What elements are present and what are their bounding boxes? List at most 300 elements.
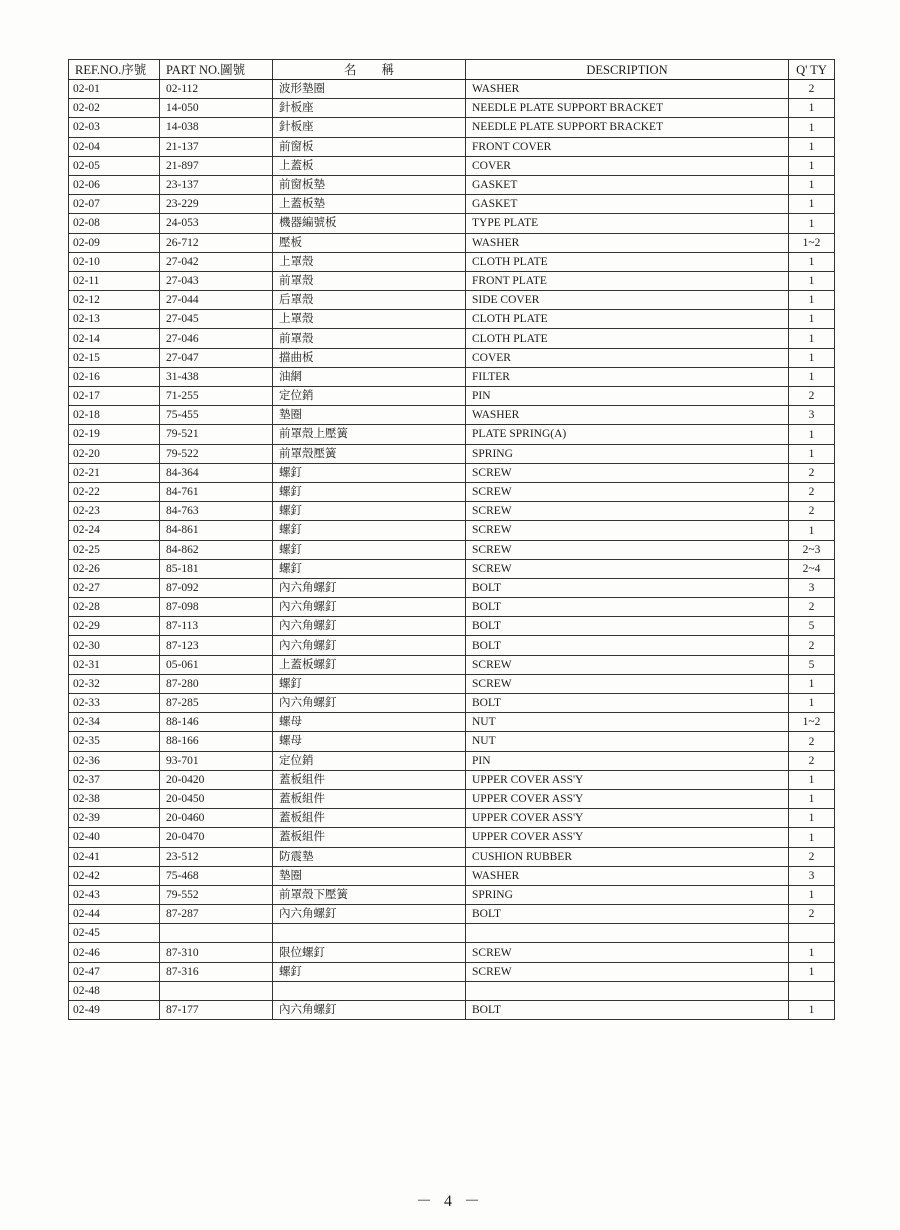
cell-ref-no: 02-15: [69, 348, 160, 367]
table-row: [69, 387, 835, 406]
cell-name: 后罩殼: [273, 291, 466, 310]
table-row: [69, 866, 835, 885]
cell-part-no: 88-166: [160, 732, 273, 751]
table-row: [69, 1001, 835, 1020]
cell-ref-no: 02-29: [69, 617, 160, 636]
table-row: [69, 156, 835, 175]
cell-quantity: [789, 981, 835, 1000]
cell-ref-no: 02-17: [69, 387, 160, 406]
cell-description: [466, 924, 789, 943]
cell-ref-no: 02-07: [69, 195, 160, 214]
cell-ref-no: 02-39: [69, 809, 160, 828]
cell-description: COVER: [466, 348, 789, 367]
cell-part-no: 14-050: [160, 99, 273, 118]
cell-ref-no: 02-37: [69, 770, 160, 789]
cell-name: 壓板: [273, 233, 466, 252]
table-row: [69, 559, 835, 578]
table-row: [69, 521, 835, 540]
cell-name: 機器編號板: [273, 214, 466, 233]
cell-description: BOLT: [466, 694, 789, 713]
cell-quantity: 1: [789, 694, 835, 713]
table-row: [69, 636, 835, 655]
cell-part-no: 87-285: [160, 694, 273, 713]
header-name: 名 稱: [273, 60, 466, 80]
cell-quantity: 1~2: [789, 233, 835, 252]
cell-quantity: 1~2: [789, 713, 835, 732]
cell-description: FRONT PLATE: [466, 271, 789, 290]
cell-name: 針板座: [273, 118, 466, 137]
cell-quantity: 2: [789, 751, 835, 770]
cell-ref-no: 02-23: [69, 502, 160, 521]
cell-quantity: 1: [789, 521, 835, 540]
table-row: [69, 809, 835, 828]
cell-ref-no: 02-27: [69, 578, 160, 597]
cell-quantity: 1: [789, 329, 835, 348]
cell-description: BOLT: [466, 617, 789, 636]
cell-name: 上罩殼: [273, 252, 466, 271]
cell-ref-no: 02-24: [69, 521, 160, 540]
cell-name: 內六角螺釘: [273, 1001, 466, 1020]
cell-quantity: 2: [789, 732, 835, 751]
table-row: [69, 540, 835, 559]
cell-ref-no: 02-13: [69, 310, 160, 329]
cell-ref-no: 02-03: [69, 118, 160, 137]
cell-ref-no: 02-33: [69, 694, 160, 713]
table-row: [69, 598, 835, 617]
cell-quantity: 5: [789, 617, 835, 636]
cell-name: 定位銷: [273, 751, 466, 770]
header-part-no: PART NO.圖號: [160, 60, 273, 80]
cell-quantity: 2~4: [789, 559, 835, 578]
cell-quantity: 2: [789, 482, 835, 501]
cell-quantity: 1: [789, 156, 835, 175]
cell-description: SPRING: [466, 444, 789, 463]
cell-quantity: 1: [789, 252, 835, 271]
cell-quantity: 1: [789, 195, 835, 214]
table-row: [69, 847, 835, 866]
cell-quantity: 2: [789, 502, 835, 521]
cell-name: 針板座: [273, 99, 466, 118]
cell-description: UPPER COVER ASS'Y: [466, 789, 789, 808]
cell-quantity: 1: [789, 674, 835, 693]
table-row: [69, 981, 835, 1000]
cell-part-no: 24-053: [160, 214, 273, 233]
cell-part-no: 20-0420: [160, 770, 273, 789]
cell-part-no: 79-521: [160, 425, 273, 444]
cell-quantity: 1: [789, 789, 835, 808]
cell-name: 內六角螺釘: [273, 694, 466, 713]
cell-part-no: 20-0450: [160, 789, 273, 808]
cell-name: 前罩殼: [273, 271, 466, 290]
table-row: [69, 195, 835, 214]
cell-description: FILTER: [466, 367, 789, 386]
cell-name: 定位銷: [273, 387, 466, 406]
cell-part-no: 84-761: [160, 482, 273, 501]
cell-name: 螺釘: [273, 521, 466, 540]
cell-description: SCREW: [466, 962, 789, 981]
cell-part-no: 26-712: [160, 233, 273, 252]
cell-quantity: 2~3: [789, 540, 835, 559]
header-description: DESCRIPTION: [466, 60, 789, 80]
table-row: [69, 924, 835, 943]
cell-quantity: 2: [789, 387, 835, 406]
cell-quantity: 1: [789, 310, 835, 329]
cell-description: SCREW: [466, 540, 789, 559]
cell-description: UPPER COVER ASS'Y: [466, 809, 789, 828]
cell-part-no: 23-137: [160, 175, 273, 194]
table-row: [69, 367, 835, 386]
cell-quantity: 1: [789, 175, 835, 194]
cell-ref-no: 02-06: [69, 175, 160, 194]
cell-part-no: 75-455: [160, 406, 273, 425]
cell-part-no: 27-047: [160, 348, 273, 367]
cell-description: CUSHION RUBBER: [466, 847, 789, 866]
cell-part-no: 75-468: [160, 866, 273, 885]
cell-quantity: 1: [789, 943, 835, 962]
cell-name: 墊圈: [273, 866, 466, 885]
cell-description: NEEDLE PLATE SUPPORT BRACKET: [466, 118, 789, 137]
table-row: [69, 444, 835, 463]
table-row: [69, 482, 835, 501]
cell-description: SIDE COVER: [466, 291, 789, 310]
cell-name: 內六角螺釘: [273, 905, 466, 924]
cell-name: 前罩殼: [273, 329, 466, 348]
cell-part-no: 87-113: [160, 617, 273, 636]
page-number: － 4 －: [415, 1193, 484, 1210]
cell-ref-no: 02-18: [69, 406, 160, 425]
header-ref-no: REF.NO.序號: [69, 60, 160, 80]
cell-part-no: 79-522: [160, 444, 273, 463]
cell-quantity: 1: [789, 291, 835, 310]
cell-quantity: 2: [789, 905, 835, 924]
cell-name: 螺母: [273, 732, 466, 751]
cell-quantity: 2: [789, 636, 835, 655]
cell-ref-no: 02-41: [69, 847, 160, 866]
cell-name: 內六角螺釘: [273, 578, 466, 597]
cell-ref-no: 02-31: [69, 655, 160, 674]
cell-description: NEEDLE PLATE SUPPORT BRACKET: [466, 99, 789, 118]
cell-part-no: 79-552: [160, 885, 273, 904]
table-row: [69, 310, 835, 329]
cell-ref-no: 02-45: [69, 924, 160, 943]
table-row: [69, 617, 835, 636]
cell-name: 前罩殼壓簧: [273, 444, 466, 463]
cell-name: 螺釘: [273, 674, 466, 693]
table-row: [69, 770, 835, 789]
cell-ref-no: 02-22: [69, 482, 160, 501]
cell-part-no: 84-763: [160, 502, 273, 521]
cell-part-no: 21-897: [160, 156, 273, 175]
cell-description: UPPER COVER ASS'Y: [466, 770, 789, 789]
cell-name: 上罩殼: [273, 310, 466, 329]
cell-description: NUT: [466, 713, 789, 732]
table-header: [69, 60, 835, 80]
cell-name: 油網: [273, 367, 466, 386]
cell-description: SCREW: [466, 655, 789, 674]
cell-part-no: 85-181: [160, 559, 273, 578]
table-row: [69, 233, 835, 252]
cell-description: CLOTH PLATE: [466, 329, 789, 348]
cell-name: 螺母: [273, 713, 466, 732]
cell-quantity: 1: [789, 137, 835, 156]
cell-name: 螺釘: [273, 540, 466, 559]
header-quantity: Q' TY: [789, 60, 835, 80]
table-row: [69, 252, 835, 271]
cell-ref-no: 02-25: [69, 540, 160, 559]
cell-ref-no: 02-11: [69, 271, 160, 290]
cell-description: SCREW: [466, 463, 789, 482]
cell-quantity: 1: [789, 770, 835, 789]
cell-quantity: 3: [789, 866, 835, 885]
cell-ref-no: 02-20: [69, 444, 160, 463]
cell-description: PLATE SPRING(A): [466, 425, 789, 444]
cell-description: PIN: [466, 751, 789, 770]
cell-name: 蓋板組件: [273, 789, 466, 808]
cell-name: 蓋板組件: [273, 828, 466, 847]
cell-quantity: 1: [789, 99, 835, 118]
table-row: [69, 502, 835, 521]
header-row: [69, 60, 835, 80]
cell-ref-no: 02-47: [69, 962, 160, 981]
cell-ref-no: 02-44: [69, 905, 160, 924]
cell-name: 蓋板組件: [273, 809, 466, 828]
cell-part-no: 87-287: [160, 905, 273, 924]
cell-name: 限位螺釘: [273, 943, 466, 962]
table-row: [69, 291, 835, 310]
table-row: [69, 425, 835, 444]
cell-ref-no: 02-09: [69, 233, 160, 252]
cell-description: GASKET: [466, 195, 789, 214]
cell-name: [273, 981, 466, 1000]
cell-quantity: 1: [789, 962, 835, 981]
table-row: [69, 962, 835, 981]
table-row: [69, 789, 835, 808]
cell-part-no: 87-177: [160, 1001, 273, 1020]
cell-part-no: 27-045: [160, 310, 273, 329]
cell-description: PIN: [466, 387, 789, 406]
cell-name: 螺釘: [273, 482, 466, 501]
cell-part-no: 23-229: [160, 195, 273, 214]
cell-quantity: [789, 924, 835, 943]
cell-quantity: 1: [789, 367, 835, 386]
cell-quantity: 2: [789, 847, 835, 866]
cell-ref-no: 02-16: [69, 367, 160, 386]
table-row: [69, 828, 835, 847]
cell-description: TYPE PLATE: [466, 214, 789, 233]
cell-ref-no: 02-12: [69, 291, 160, 310]
cell-description: UPPER COVER ASS'Y: [466, 828, 789, 847]
cell-name: 防震墊: [273, 847, 466, 866]
cell-name: 蓋板組件: [273, 770, 466, 789]
cell-name: 上蓋板螺釘: [273, 655, 466, 674]
cell-quantity: 1: [789, 444, 835, 463]
cell-part-no: 84-862: [160, 540, 273, 559]
cell-part-no: 87-316: [160, 962, 273, 981]
cell-name: 螺釘: [273, 502, 466, 521]
cell-ref-no: 02-28: [69, 598, 160, 617]
cell-quantity: 2: [789, 80, 835, 99]
cell-ref-no: 02-40: [69, 828, 160, 847]
table-row: [69, 99, 835, 118]
cell-part-no: 27-042: [160, 252, 273, 271]
cell-name: 擋曲板: [273, 348, 466, 367]
table-row: [69, 943, 835, 962]
cell-ref-no: 02-21: [69, 463, 160, 482]
cell-description: SCREW: [466, 482, 789, 501]
cell-ref-no: 02-42: [69, 866, 160, 885]
cell-description: SCREW: [466, 943, 789, 962]
cell-description: BOLT: [466, 636, 789, 655]
cell-ref-no: 02-48: [69, 981, 160, 1000]
table-row: [69, 214, 835, 233]
cell-description: BOLT: [466, 905, 789, 924]
cell-name: 內六角螺釘: [273, 598, 466, 617]
table-row: [69, 655, 835, 674]
cell-part-no: 21-137: [160, 137, 273, 156]
cell-quantity: 1: [789, 214, 835, 233]
cell-description: SCREW: [466, 502, 789, 521]
cell-part-no: 84-364: [160, 463, 273, 482]
cell-description: BOLT: [466, 598, 789, 617]
cell-description: SPRING: [466, 885, 789, 904]
cell-name: 前窗板: [273, 137, 466, 156]
cell-ref-no: 02-36: [69, 751, 160, 770]
cell-ref-no: 02-46: [69, 943, 160, 962]
table-row: [69, 751, 835, 770]
cell-quantity: 1: [789, 118, 835, 137]
table-row: [69, 885, 835, 904]
table-row: [69, 732, 835, 751]
cell-description: WASHER: [466, 866, 789, 885]
table-row: [69, 694, 835, 713]
cell-part-no: 87-280: [160, 674, 273, 693]
cell-name: 上蓋板: [273, 156, 466, 175]
cell-part-no: 87-123: [160, 636, 273, 655]
cell-ref-no: 02-43: [69, 885, 160, 904]
cell-quantity: 1: [789, 828, 835, 847]
table-row: [69, 578, 835, 597]
cell-quantity: 1: [789, 425, 835, 444]
cell-name: 內六角螺釘: [273, 636, 466, 655]
cell-description: WASHER: [466, 233, 789, 252]
cell-ref-no: 02-19: [69, 425, 160, 444]
table-row: [69, 674, 835, 693]
table-row: [69, 348, 835, 367]
cell-part-no: [160, 981, 273, 1000]
cell-part-no: 23-512: [160, 847, 273, 866]
cell-name: [273, 924, 466, 943]
cell-quantity: 2: [789, 463, 835, 482]
cell-ref-no: 02-10: [69, 252, 160, 271]
cell-part-no: 84-861: [160, 521, 273, 540]
cell-ref-no: 02-08: [69, 214, 160, 233]
table-row: [69, 80, 835, 99]
cell-part-no: 27-046: [160, 329, 273, 348]
cell-quantity: 1: [789, 271, 835, 290]
cell-name: 螺釘: [273, 559, 466, 578]
parts-list-sheet: [68, 59, 835, 1020]
cell-part-no: [160, 924, 273, 943]
cell-ref-no: 02-32: [69, 674, 160, 693]
cell-part-no: 31-438: [160, 367, 273, 386]
cell-ref-no: 02-30: [69, 636, 160, 655]
cell-part-no: 27-044: [160, 291, 273, 310]
cell-part-no: 20-0460: [160, 809, 273, 828]
cell-ref-no: 02-02: [69, 99, 160, 118]
table-body: [69, 80, 835, 1020]
cell-quantity: 2: [789, 598, 835, 617]
cell-description: GASKET: [466, 175, 789, 194]
cell-ref-no: 02-49: [69, 1001, 160, 1020]
cell-description: SCREW: [466, 521, 789, 540]
cell-quantity: 1: [789, 885, 835, 904]
cell-quantity: 1: [789, 1001, 835, 1020]
cell-name: 前罩殼下壓簧: [273, 885, 466, 904]
table-row: [69, 329, 835, 348]
cell-ref-no: 02-05: [69, 156, 160, 175]
cell-ref-no: 02-35: [69, 732, 160, 751]
cell-description: SCREW: [466, 559, 789, 578]
cell-name: 螺釘: [273, 463, 466, 482]
cell-part-no: 05-061: [160, 655, 273, 674]
table-row: [69, 175, 835, 194]
cell-description: [466, 981, 789, 1000]
cell-part-no: 27-043: [160, 271, 273, 290]
cell-part-no: 71-255: [160, 387, 273, 406]
table-row: [69, 406, 835, 425]
cell-description: NUT: [466, 732, 789, 751]
cell-part-no: 93-701: [160, 751, 273, 770]
cell-quantity: 3: [789, 578, 835, 597]
cell-ref-no: 02-01: [69, 80, 160, 99]
cell-name: 上蓋板墊: [273, 195, 466, 214]
cell-quantity: 1: [789, 348, 835, 367]
cell-ref-no: 02-14: [69, 329, 160, 348]
cell-part-no: 14-038: [160, 118, 273, 137]
cell-ref-no: 02-04: [69, 137, 160, 156]
cell-part-no: 02-112: [160, 80, 273, 99]
cell-name: 墊圈: [273, 406, 466, 425]
cell-name: 前窗板墊: [273, 175, 466, 194]
cell-description: SCREW: [466, 674, 789, 693]
cell-quantity: 3: [789, 406, 835, 425]
table-row: [69, 271, 835, 290]
cell-description: BOLT: [466, 578, 789, 597]
cell-part-no: 87-310: [160, 943, 273, 962]
table-row: [69, 137, 835, 156]
cell-part-no: 88-146: [160, 713, 273, 732]
cell-description: BOLT: [466, 1001, 789, 1020]
table-row: [69, 118, 835, 137]
cell-part-no: 87-098: [160, 598, 273, 617]
cell-quantity: 1: [789, 809, 835, 828]
cell-ref-no: 02-26: [69, 559, 160, 578]
cell-name: 內六角螺釘: [273, 617, 466, 636]
cell-part-no: 87-092: [160, 578, 273, 597]
cell-ref-no: 02-38: [69, 789, 160, 808]
table-row: [69, 905, 835, 924]
cell-description: WASHER: [466, 406, 789, 425]
cell-description: CLOTH PLATE: [466, 310, 789, 329]
cell-description: WASHER: [466, 80, 789, 99]
cell-name: 前罩殼上壓簧: [273, 425, 466, 444]
cell-description: CLOTH PLATE: [466, 252, 789, 271]
cell-quantity: 5: [789, 655, 835, 674]
table-row: [69, 463, 835, 482]
cell-part-no: 20-0470: [160, 828, 273, 847]
cell-name: 波形墊圈: [273, 80, 466, 99]
cell-ref-no: 02-34: [69, 713, 160, 732]
